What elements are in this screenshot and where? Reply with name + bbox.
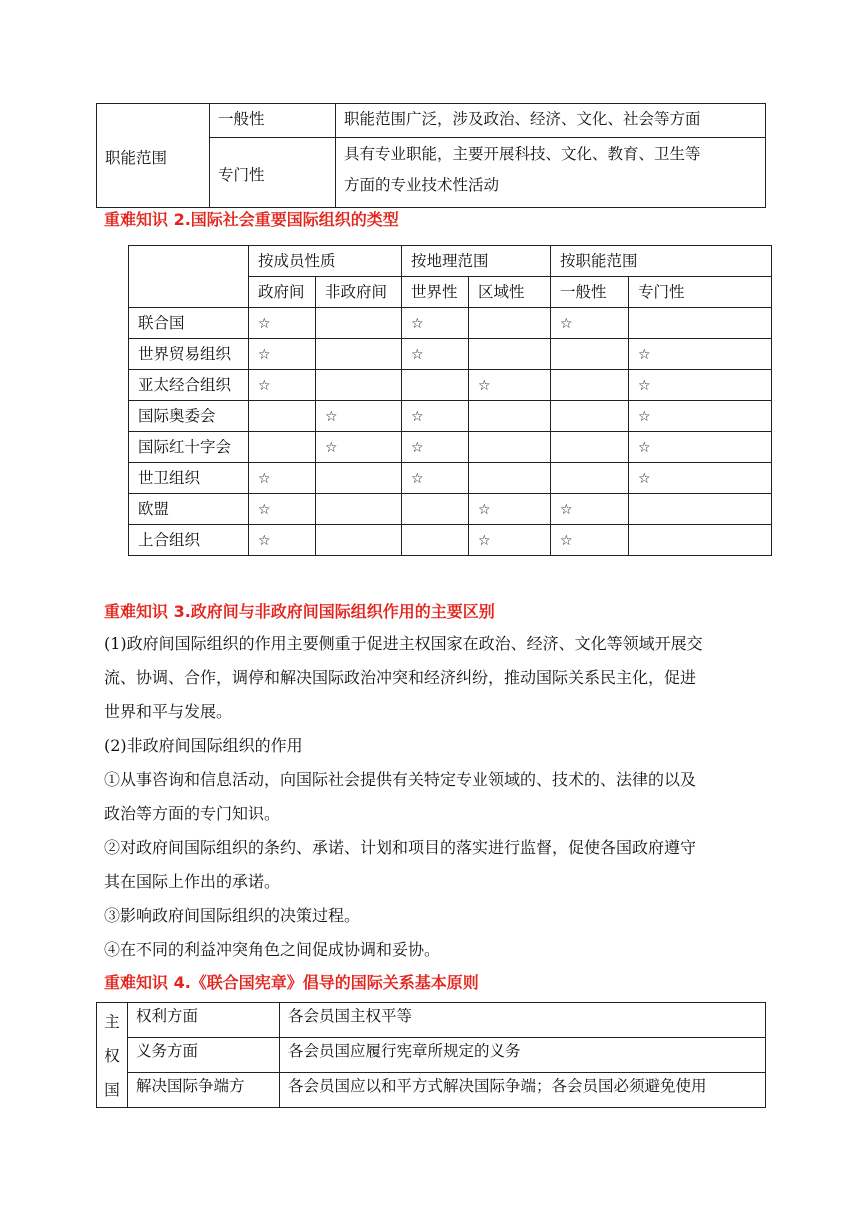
star-icon: ☆ xyxy=(411,316,424,332)
mark-cell xyxy=(249,308,316,339)
mark-cell xyxy=(551,463,629,494)
subheader: 区域性 xyxy=(469,277,551,308)
mark-cell xyxy=(316,339,402,370)
star-icon: ☆ xyxy=(258,471,271,487)
header-corner xyxy=(129,246,249,308)
mark-cell xyxy=(402,401,469,432)
star-icon: ☆ xyxy=(638,347,651,363)
star-icon: ☆ xyxy=(638,471,651,487)
mark-cell xyxy=(316,494,402,525)
mark-cell xyxy=(469,339,551,370)
mark-cell xyxy=(402,339,469,370)
mark-cell xyxy=(551,370,629,401)
mark-cell xyxy=(249,432,316,463)
star-icon: ☆ xyxy=(258,533,271,549)
star-icon: ☆ xyxy=(638,440,651,456)
table-row xyxy=(129,525,772,556)
mark-cell xyxy=(469,432,551,463)
mark-cell xyxy=(629,308,772,339)
org-name: 世界贸易组织 xyxy=(129,339,249,370)
org-name: 上合组织 xyxy=(129,525,249,556)
para-1-line3: 世界和平与发展。 xyxy=(104,702,233,721)
star-icon: ☆ xyxy=(411,471,424,487)
mark-cell xyxy=(249,339,316,370)
para-1-line1: (1)政府间国际组织的作用主要侧重于促进主权国家在政治、经济、文化等领域开展交 xyxy=(104,634,703,653)
mark-cell xyxy=(629,370,772,401)
mark-cell xyxy=(402,494,469,525)
function-scope-table xyxy=(96,103,766,208)
org-name: 联合国 xyxy=(129,308,249,339)
mark-cell xyxy=(469,308,551,339)
content-rights: 各会员国主权平等 xyxy=(280,1003,766,1038)
star-icon: ☆ xyxy=(638,409,651,425)
mark-cell xyxy=(316,432,402,463)
para-1-line2: 流、协调、合作，调停和解决国际政治冲突和经济纠纷，推动国际关系民主化，促进 xyxy=(104,668,697,687)
table-row xyxy=(129,370,772,401)
star-icon: ☆ xyxy=(258,347,271,363)
group-header-geography: 按地理范围 xyxy=(402,246,551,277)
vertical-char: 权 xyxy=(104,1047,120,1065)
mark-cell xyxy=(316,308,402,339)
aspect-disputes: 解决国际争端方 xyxy=(128,1073,280,1108)
star-icon: ☆ xyxy=(560,502,573,518)
table-row xyxy=(129,463,772,494)
item-3: ③影响政府间国际组织的决策过程。 xyxy=(104,906,361,925)
org-name: 国际红十字会 xyxy=(129,432,249,463)
star-icon: ☆ xyxy=(325,440,338,456)
table-row xyxy=(129,432,772,463)
mark-cell xyxy=(469,525,551,556)
mark-cell xyxy=(402,308,469,339)
mark-cell xyxy=(316,401,402,432)
star-icon: ☆ xyxy=(478,378,491,394)
star-icon: ☆ xyxy=(411,409,424,425)
type-specialized: 专门性 xyxy=(210,138,336,208)
mark-cell xyxy=(469,401,551,432)
mark-cell xyxy=(316,463,402,494)
subheader: 专门性 xyxy=(629,277,772,308)
star-icon: ☆ xyxy=(325,409,338,425)
org-name: 国际奥委会 xyxy=(129,401,249,432)
org-types-table xyxy=(128,245,772,556)
desc-specialized-line2: 方面的专业技术性活动 xyxy=(344,176,500,194)
item-2-line2: 其在国际上作出的承诺。 xyxy=(104,872,281,891)
mark-cell xyxy=(629,525,772,556)
heading-3: 重难知识 3.政府间与非政府间国际组织作用的主要区别 xyxy=(104,602,495,621)
star-icon: ☆ xyxy=(411,347,424,363)
item-2-line1: ②对政府间国际组织的条约、承诺、计划和项目的落实进行监督，促使各国政府遵守 xyxy=(104,838,697,857)
mark-cell xyxy=(402,370,469,401)
mark-cell xyxy=(629,401,772,432)
vertical-char: 主 xyxy=(104,1013,120,1031)
un-charter-table xyxy=(96,1002,766,1108)
subheader: 世界性 xyxy=(402,277,469,308)
star-icon: ☆ xyxy=(258,316,271,332)
section3-body xyxy=(104,627,764,967)
mark-cell xyxy=(402,463,469,494)
vertical-label xyxy=(97,1003,128,1108)
mark-cell xyxy=(551,308,629,339)
desc-specialized xyxy=(336,138,766,208)
table-row xyxy=(129,339,772,370)
mark-cell xyxy=(551,401,629,432)
group-header-membership: 按成员性质 xyxy=(249,246,402,277)
star-icon: ☆ xyxy=(478,502,491,518)
mark-cell xyxy=(249,401,316,432)
mark-cell xyxy=(551,432,629,463)
mark-cell xyxy=(551,494,629,525)
content-disputes: 各会员国应以和平方式解决国际争端；各会员国必须避免使用 xyxy=(280,1073,766,1108)
item-1-line1: ①从事咨询和信息活动，向国际社会提供有关特定专业领域的、技术的、法律的以及 xyxy=(104,770,697,789)
mark-cell xyxy=(469,463,551,494)
star-icon: ☆ xyxy=(560,533,573,549)
table-row xyxy=(129,494,772,525)
org-rows xyxy=(129,308,772,556)
type-general: 一般性 xyxy=(210,104,336,138)
item-1-line2: 政治等方面的专门知识。 xyxy=(104,804,281,823)
subheader: 一般性 xyxy=(551,277,629,308)
mark-cell xyxy=(249,525,316,556)
org-name: 欧盟 xyxy=(129,494,249,525)
org-name: 亚太经合组织 xyxy=(129,370,249,401)
star-icon: ☆ xyxy=(478,533,491,549)
mark-cell xyxy=(551,525,629,556)
vertical-char: 国 xyxy=(104,1081,120,1099)
org-name: 世卫组织 xyxy=(129,463,249,494)
aspect-duties: 义务方面 xyxy=(128,1038,280,1073)
star-icon: ☆ xyxy=(638,378,651,394)
mark-cell xyxy=(249,370,316,401)
aspect-rights: 权利方面 xyxy=(128,1003,280,1038)
row-label-function-scope: 职能范围 xyxy=(97,104,210,208)
mark-cell xyxy=(316,370,402,401)
heading-2: 重难知识 2.国际社会重要国际组织的类型 xyxy=(104,210,399,229)
mark-cell xyxy=(316,525,402,556)
heading-4: 重难知识 4.《联合国宪章》倡导的国际关系基本原则 xyxy=(104,973,479,992)
table-row xyxy=(129,308,772,339)
mark-cell xyxy=(249,463,316,494)
content-duties: 各会员国应履行宪章所规定的义务 xyxy=(280,1038,766,1073)
star-icon: ☆ xyxy=(258,378,271,394)
mark-cell xyxy=(551,339,629,370)
desc-specialized-line1: 具有专业职能，主要开展科技、文化、教育、卫生等 xyxy=(344,145,701,163)
item-4: ④在不同的利益冲突角色之间促成协调和妥协。 xyxy=(104,940,441,959)
star-icon: ☆ xyxy=(411,440,424,456)
mark-cell xyxy=(629,432,772,463)
star-icon: ☆ xyxy=(560,316,573,332)
mark-cell xyxy=(402,432,469,463)
para-2: (2)非政府间国际组织的作用 xyxy=(104,736,303,755)
star-icon: ☆ xyxy=(258,502,271,518)
table-row xyxy=(129,401,772,432)
subheader: 非政府间 xyxy=(316,277,402,308)
desc-general: 职能范围广泛，涉及政治、经济、文化、社会等方面 xyxy=(336,104,766,138)
group-header-function: 按职能范围 xyxy=(551,246,772,277)
mark-cell xyxy=(249,494,316,525)
mark-cell xyxy=(469,370,551,401)
mark-cell xyxy=(469,494,551,525)
mark-cell xyxy=(629,463,772,494)
mark-cell xyxy=(629,339,772,370)
mark-cell xyxy=(629,494,772,525)
subheader: 政府间 xyxy=(249,277,316,308)
mark-cell xyxy=(402,525,469,556)
